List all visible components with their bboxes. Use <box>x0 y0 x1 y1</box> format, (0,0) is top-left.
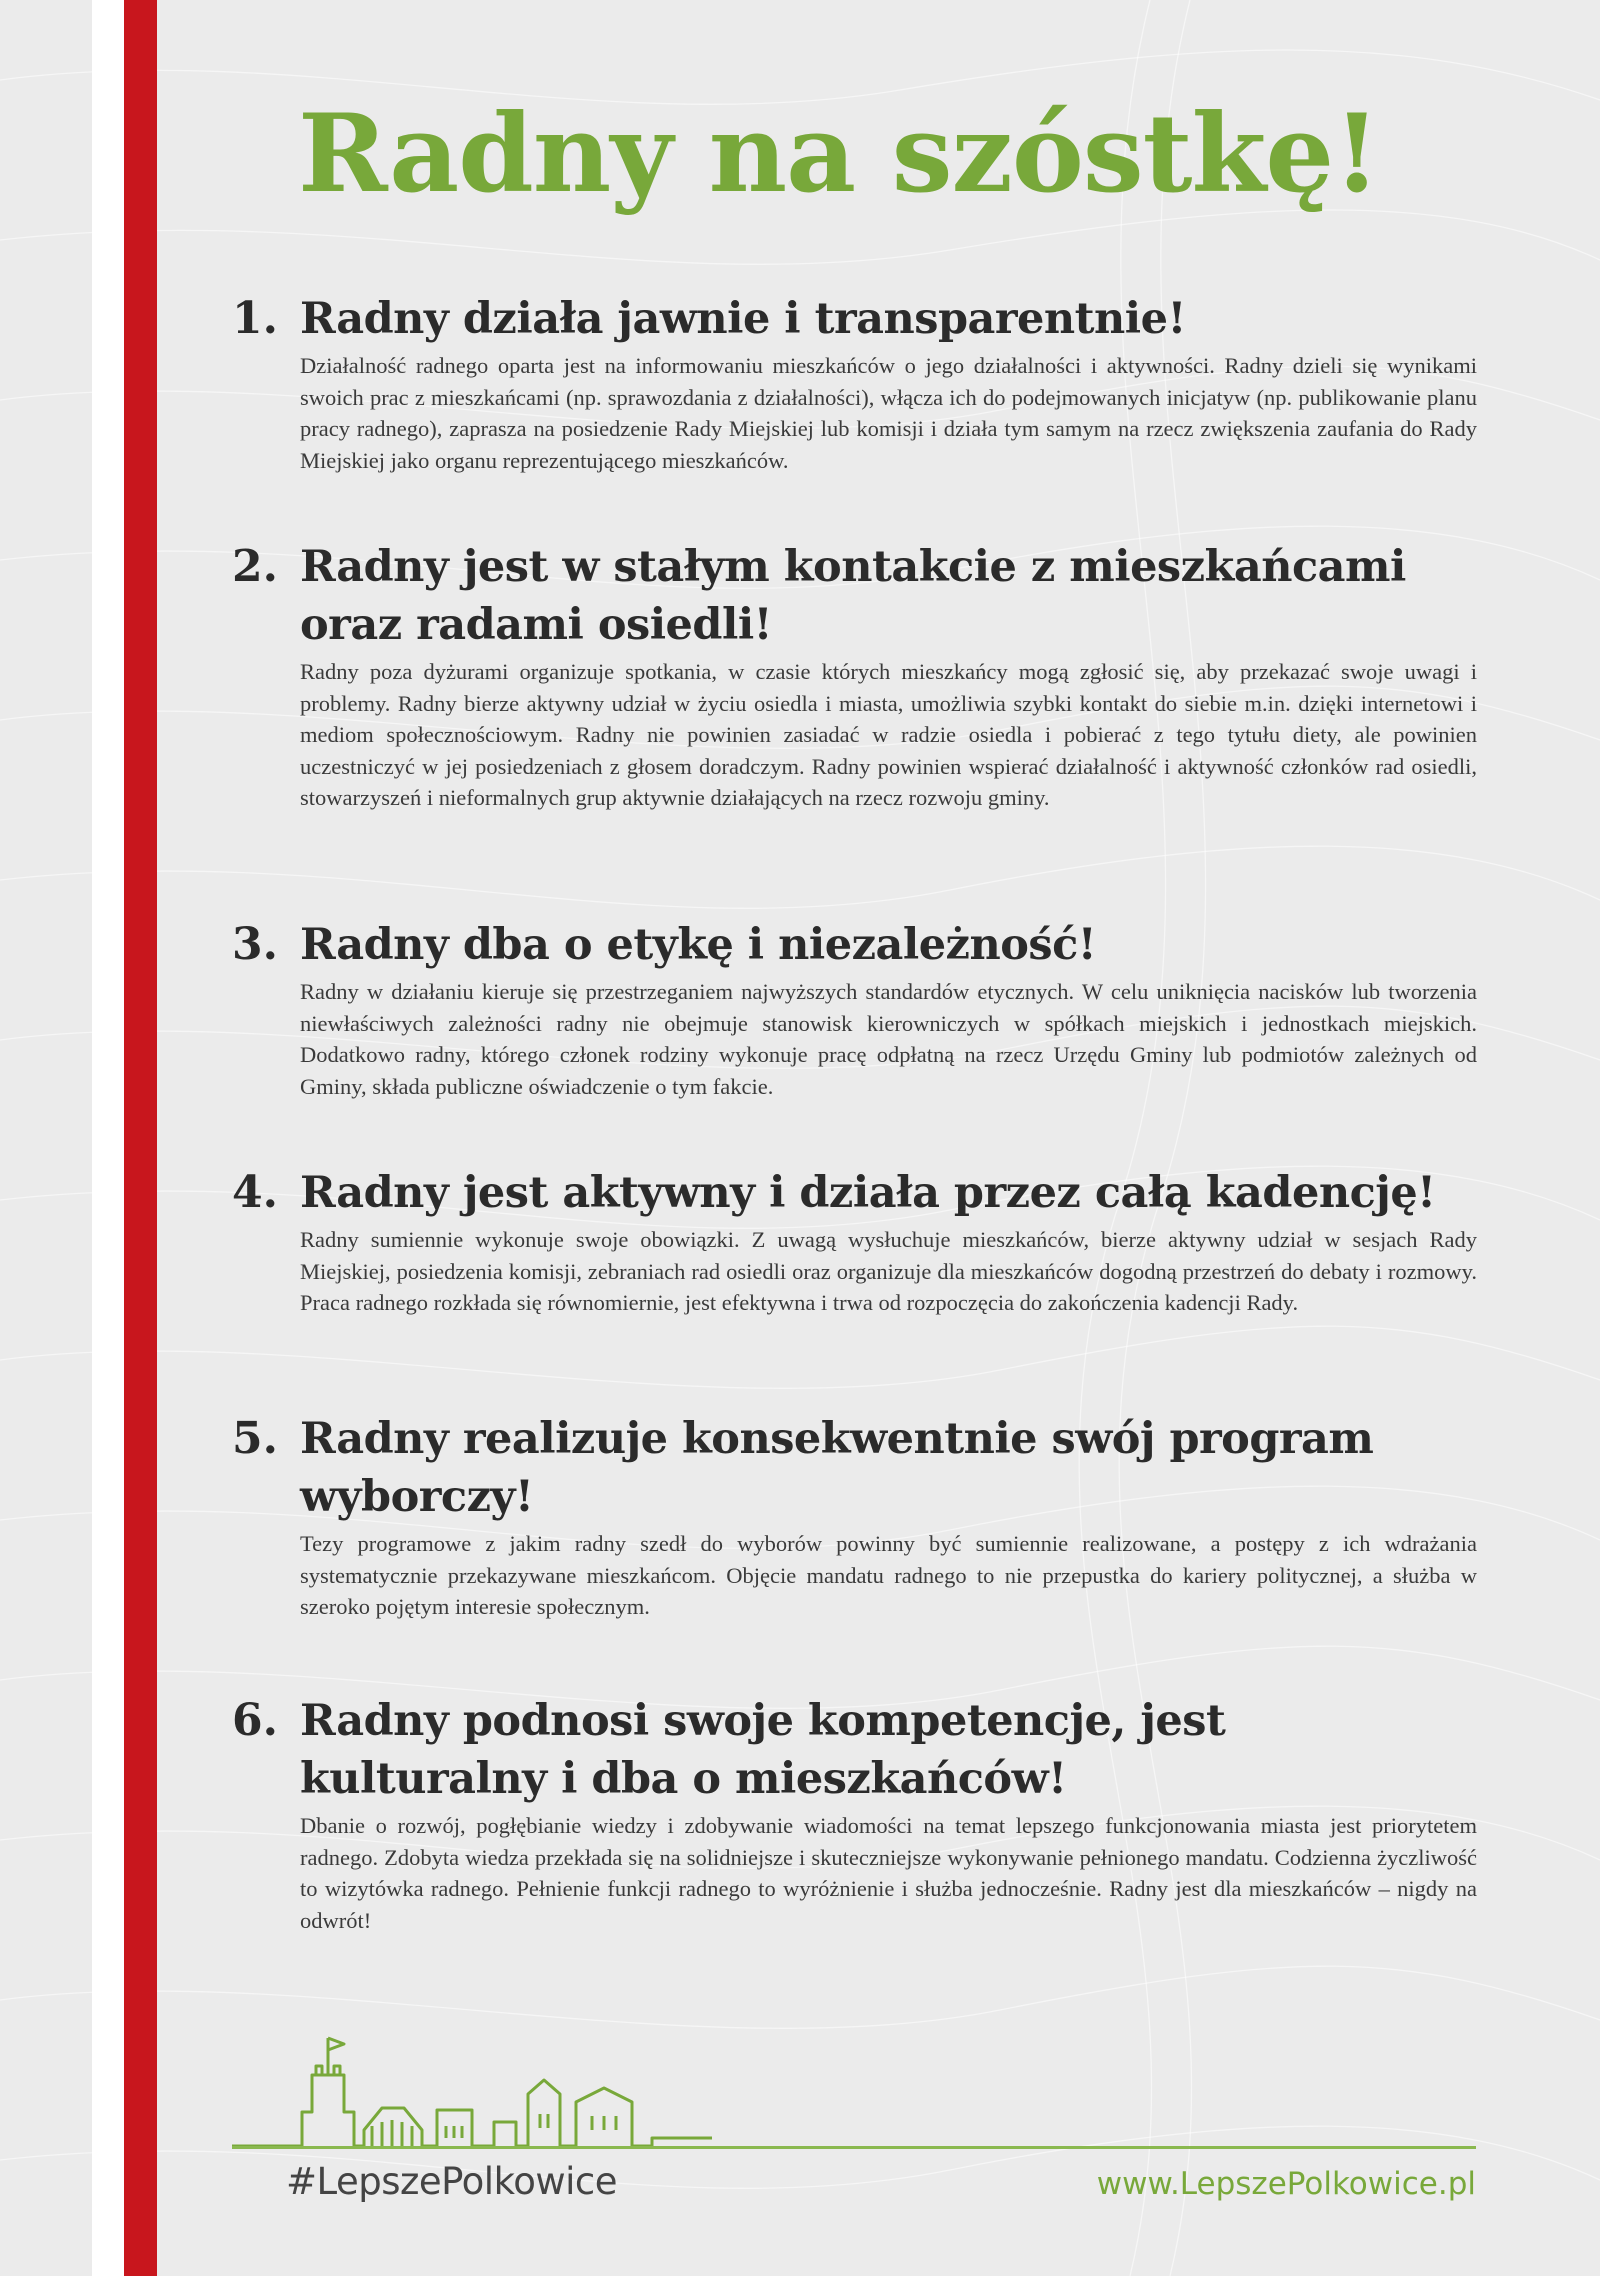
footer-hashtag: #LepszePolkowice <box>286 2160 617 2203</box>
item-body: Radny w działaniu kieruje się przestrzeganiem najwyższych standardów etycznych. W celu uniknięcia nacisków lub tworzenia niewłaściwych zależności radny nie obejmuje stanowisk kierowniczych w spółkach miejskich i jednostkach miejskich. Dodatkowo radny, którego członek rodziny wykonuje pracę odpłatną na rzecz Urzędu Gminy lub podmiotów zależnych od Gminy, składa publiczne oświadczenie o tym fakcie. <box>300 979 1477 1099</box>
item-number: 2. <box>232 541 278 592</box>
item-number: 6. <box>232 1695 278 1746</box>
footer-divider <box>232 2146 1476 2149</box>
item-body: Tezy programowe z jakim radny szedł do wyborów powinny być sumiennie realizowane, a postępy z ich wdrażania systematycznie przekazywane mieszkańcom. Objęcie mandatu radnego to nie przepustka do kariery politycznej, a służba w szeroko pojętym interesie społecznym. <box>300 1531 1477 1619</box>
item-heading: Radny realizuje konsekwentnie swój program wyborczy! <box>300 1414 1374 1522</box>
footer-website-link[interactable]: www.LepszePolkowice.pl <box>1096 2166 1476 2202</box>
item-number: 1. <box>232 293 278 344</box>
item-heading: Radny podnosi swoje kompetencje, jest kulturalny i dba o mieszkańców! <box>300 1696 1226 1804</box>
item-body: Działalność radnego oparta jest na informowaniu mieszkańców o jego działalności i aktywności. Radny dzieli się wynikami swoich prac z mieszkańcami (np. sprawozdania z działalności), włącza ich do podejmowanych inicjatyw (np. publikowanie planu pracy radnego), zaprasza na posiedzenie Rady Miejskiej lub komisji i działa tym samym na rzecz zwiększenia zaufania do Rady Miejskiej jako organu reprezentującego mieszkańców. <box>300 353 1477 473</box>
item-number: 4. <box>232 1167 278 1218</box>
item-heading: Radny działa jawnie i transparentnie! <box>300 294 1186 344</box>
flag-stripe-red <box>124 0 157 2276</box>
item-body: Radny poza dyżurami organizuje spotkania, w czasie których mieszkańcy mogą zgłosić się, aby przekazać swoje uwagi i problemy. Radny bierze aktywny udział w życiu osiedla i miasta, umożliwia szybki kontakt do siebie m.in. dzięki internetowi i mediom społecznościowym. Radny nie powinien zasiadać w radzie osiedla i pobierać z tego tytułu diety, ale powinien uczestniczyć w jej posiedzeniach z głosem doradczym. Radny powinien wspierać działalność i aktywność członków rad osiedli, stowarzyszeń i nieformalnych grup aktywnie działających na rzecz rozwoju gminy. <box>300 659 1477 810</box>
list-item <box>232 290 1477 476</box>
page-title: Radny na szóstkę! <box>298 91 1380 217</box>
item-body: Dbanie o rozwój, pogłębianie wiedzy i zdobywanie wiadomości na temat lepszego funkcjonowania miasta jest priorytetem radnego. Zdobyta wiedza przekłada się na solidniejsze i skuteczniejsze wykonywanie pełnionego mandatu. Codzienna życzliwość to wizytówka radnego. Pełnienie funkcji radnego to wyróżnienie i służba jednocześnie. Radny jest dla mieszkańców – nigdy na odwrót! <box>300 1813 1477 1933</box>
item-heading: Radny jest w stałym kontakcie z mieszkańcami oraz radami osiedli! <box>300 542 1406 650</box>
town-skyline-logo-icon <box>232 2030 712 2150</box>
list-item <box>232 1164 1477 1319</box>
list-item <box>232 1692 1477 1936</box>
item-number: 5. <box>232 1413 278 1464</box>
flag-stripe-white <box>92 0 124 2276</box>
item-number: 3. <box>232 919 278 970</box>
list-item <box>232 1410 1477 1623</box>
item-heading: Radny jest aktywny i działa przez całą kadencję! <box>300 1168 1436 1218</box>
item-body: Radny sumiennie wykonuje swoje obowiązki. Z uwagą wysłuchuje mieszkańców, bierze aktywny udział w sesjach Rady Miejskiej, posiedzenia komisji, zebraniach rad osiedli oraz organizuje dla mieszkańców dogodną przestrzeń do debaty i rozmowy. Praca radnego rozkłada się równomiernie, jest efektywna i trwa od rozpoczęcia do zakończenia kadencji Rady. <box>300 1227 1477 1315</box>
list-item <box>232 538 1477 814</box>
item-heading: Radny dba o etykę i niezależność! <box>300 920 1097 970</box>
list-item <box>232 916 1477 1102</box>
